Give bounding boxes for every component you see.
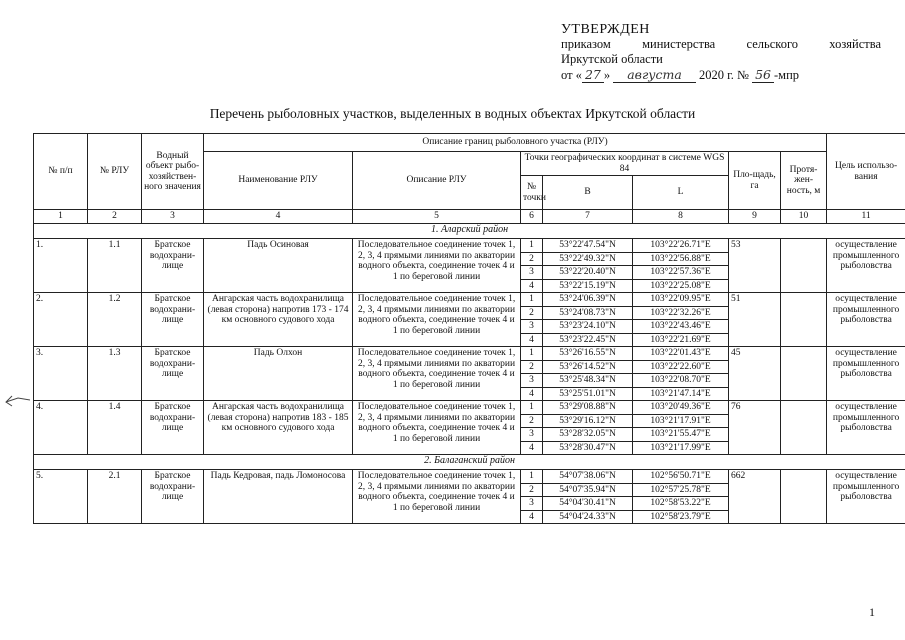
approval-number: 56 [752, 67, 774, 83]
cell-purpose: осуществление промышленного рыболовства [827, 347, 905, 401]
cell-coord-l: 102°57'25.78"E [633, 483, 729, 497]
cell-point-no: 3 [521, 266, 543, 280]
cell-coord-l: 103°21'17.99"E [633, 441, 729, 455]
section-row [34, 224, 905, 239]
fishing-areas-table [33, 133, 905, 524]
approval-month: августа [613, 67, 696, 83]
header-area: Пло-щадь, га [729, 152, 781, 210]
cell-coord-l: 102°56'50.71"E [633, 470, 729, 484]
section-title: 1. Аларский район [34, 224, 905, 239]
cell-length [781, 470, 827, 524]
column-number: 1 [34, 210, 88, 224]
approval-word: хозяйства [829, 37, 881, 51]
cell-point-no: 3 [521, 374, 543, 388]
cell-coord-b: 53°25'51.01"N [543, 387, 633, 401]
cell-name: Ангарская часть водохранилища (левая сторона) напротив 173 - 174 км основного судового хода [204, 293, 353, 347]
cell-coord-l: 103°22'08.70"E [633, 374, 729, 388]
page-number: 1 [869, 605, 875, 619]
cell-name: Ангарская часть водохранилища (левая сторона) напротив 183 - 185 км основного судового хода [204, 401, 353, 455]
approval-word: сельского [746, 37, 799, 51]
table-row [34, 293, 905, 307]
approval-word: приказом [561, 37, 611, 51]
cell-coord-b: 53°23'22.45"N [543, 333, 633, 347]
section-row [34, 455, 905, 470]
table-row [34, 347, 905, 361]
column-numbers-row [34, 210, 905, 224]
approval-day: 27 [582, 67, 604, 83]
cell-coord-l: 103°22'32.26"E [633, 306, 729, 320]
cell-area: 45 [729, 347, 781, 401]
cell-description: Последовательное соединение точек 1, 2, 3, 4 прямыми линиями по акватории водного объекта, соединение точек 4 и 1 по береговой линии [353, 401, 521, 455]
approval-suffix: -мпр [774, 68, 800, 82]
approval-region: Иркутской области [561, 52, 663, 66]
cell-num: 2. [34, 293, 88, 347]
cell-coord-b: 53°26'16.55"N [543, 347, 633, 361]
header-desc-group: Описание границ рыболовного участка (РЛУ) [204, 134, 827, 152]
cell-length [781, 401, 827, 455]
approval-block [561, 22, 881, 83]
cell-coord-l: 103°20'49.36"E [633, 401, 729, 415]
cell-name: Падь Осиновая [204, 239, 353, 293]
cell-coord-b: 53°23'24.10"N [543, 320, 633, 334]
cell-length [781, 239, 827, 293]
cell-point-no: 4 [521, 333, 543, 347]
cell-coord-b: 53°28'30.47"N [543, 441, 633, 455]
cell-coord-b: 53°22'20.40"N [543, 266, 633, 280]
cell-water: Братское водохрани-лище [142, 293, 204, 347]
cell-num: 5. [34, 470, 88, 524]
cell-coord-b: 54°07'38.06"N [543, 470, 633, 484]
cell-point-no: 2 [521, 252, 543, 266]
cell-length [781, 293, 827, 347]
cell-point-no: 4 [521, 441, 543, 455]
cell-rlu: 1.2 [88, 293, 142, 347]
cell-coord-b: 54°04'24.33"N [543, 510, 633, 524]
cell-rlu: 1.3 [88, 347, 142, 401]
cell-description: Последовательное соединение точек 1, 2, 3, 4 прямыми линиями по акватории водного объекта, соединение точек 4 и 1 по береговой линии [353, 347, 521, 401]
cell-name: Падь Кедровая, падь Ломоносова [204, 470, 353, 524]
cell-length [781, 347, 827, 401]
column-number: 3 [142, 210, 204, 224]
cell-coord-l: 103°22'26.71"E [633, 239, 729, 253]
cell-rlu: 2.1 [88, 470, 142, 524]
cell-coord-l: 103°22'25.08"E [633, 279, 729, 293]
header-rlu: № РЛУ [88, 134, 142, 210]
cell-coord-l: 102°58'23.79"E [633, 510, 729, 524]
section-title: 2. Балаганский район [34, 455, 905, 470]
column-number: 7 [543, 210, 633, 224]
cell-coord-b: 53°25'48.34"N [543, 374, 633, 388]
cell-coord-l: 103°22'43.46"E [633, 320, 729, 334]
table-row [34, 401, 905, 415]
cell-point-no: 2 [521, 483, 543, 497]
cell-description: Последовательное соединение точек 1, 2, 3, 4 прямыми линиями по акватории водного объекта, соединение точек 4 и 1 по береговой линии [353, 239, 521, 293]
cell-point-no: 3 [521, 428, 543, 442]
cell-water: Братское водохрани-лище [142, 239, 204, 293]
approval-sep: » [603, 68, 611, 82]
header-points-group: Точки географических координат в системе WGS 84 [521, 152, 729, 176]
cell-num: 3. [34, 347, 88, 401]
cell-coord-l: 103°22'09.95"E [633, 293, 729, 307]
column-number: 10 [781, 210, 827, 224]
cell-point-no: 4 [521, 387, 543, 401]
cell-coord-l: 103°22'21.69"E [633, 333, 729, 347]
cell-water: Братское водохрани-лище [142, 470, 204, 524]
cell-point-no: 2 [521, 414, 543, 428]
cell-coord-l: 103°22'57.36"E [633, 266, 729, 280]
cell-coord-l: 103°21'47.14"E [633, 387, 729, 401]
approval-date-line [561, 67, 881, 83]
cell-coord-b: 53°22'47.54"N [543, 239, 633, 253]
cell-coord-l: 103°22'22.60"E [633, 360, 729, 374]
header-water: Водный объект рыбо-хозяйствен-ного значения [142, 134, 204, 210]
header-b: B [543, 176, 633, 210]
cell-rlu: 1.1 [88, 239, 142, 293]
cell-point-no: 1 [521, 470, 543, 484]
header-pt-no: № точки [521, 176, 543, 210]
header-name: Наименование РЛУ [204, 152, 353, 210]
table-body [34, 224, 905, 524]
cell-num: 4. [34, 401, 88, 455]
cell-point-no: 1 [521, 347, 543, 361]
cell-water: Братское водохрани-лище [142, 401, 204, 455]
approval-from: от « [561, 68, 582, 82]
cell-point-no: 2 [521, 360, 543, 374]
cell-area: 51 [729, 293, 781, 347]
column-number: 2 [88, 210, 142, 224]
cell-description: Последовательное соединение точек 1, 2, 3, 4 прямыми линиями по акватории водного объекта, соединение точек 4 и 1 по береговой линии [353, 470, 521, 524]
approval-word: министерства [642, 37, 716, 51]
document-title: Перечень рыболовных участков, выделенных в водных объектах Иркутской области [209, 106, 696, 121]
header-description: Описание РЛУ [353, 152, 521, 210]
approval-line2 [561, 37, 881, 52]
cell-purpose: осуществление промышленного рыболовства [827, 401, 905, 455]
cell-water: Братское водохрани-лище [142, 347, 204, 401]
cell-point-no: 4 [521, 510, 543, 524]
cell-description: Последовательное соединение точек 1, 2, 3, 4 прямыми линиями по акватории водного объекта, соединение точек 4 и 1 по береговой линии [353, 293, 521, 347]
cell-point-no: 2 [521, 306, 543, 320]
cell-point-no: 1 [521, 239, 543, 253]
cell-point-no: 4 [521, 279, 543, 293]
column-number: 5 [353, 210, 521, 224]
cell-name: Падь Олхон [204, 347, 353, 401]
cell-coord-b: 53°22'15.19"N [543, 279, 633, 293]
cell-point-no: 1 [521, 293, 543, 307]
header-l: L [633, 176, 729, 210]
column-number: 4 [204, 210, 353, 224]
header-num: № п/п [34, 134, 88, 210]
cell-coord-b: 53°28'32.05"N [543, 428, 633, 442]
cell-purpose: осуществление промышленного рыболовства [827, 293, 905, 347]
cell-coord-b: 54°07'35.94"N [543, 483, 633, 497]
column-number: 11 [827, 210, 905, 224]
table-row [34, 470, 905, 484]
header-length: Протя-жен-ность, м [781, 152, 827, 210]
cell-rlu: 1.4 [88, 401, 142, 455]
cell-point-no: 3 [521, 497, 543, 511]
cell-coord-l: 103°21'55.47"E [633, 428, 729, 442]
table-row [34, 239, 905, 253]
cell-coord-b: 53°22'49.32"N [543, 252, 633, 266]
cell-coord-b: 53°24'08.73"N [543, 306, 633, 320]
column-number: 6 [521, 210, 543, 224]
cell-purpose: осуществление промышленного рыболовства [827, 239, 905, 293]
cell-purpose: осуществление промышленного рыболовства [827, 470, 905, 524]
handwritten-arrow-mark [4, 392, 34, 413]
cell-coord-l: 102°58'53.22"E [633, 497, 729, 511]
cell-area: 76 [729, 401, 781, 455]
cell-coord-b: 53°26'14.52"N [543, 360, 633, 374]
approval-year: 2020 г. № [698, 68, 749, 82]
cell-coord-b: 53°29'16.12"N [543, 414, 633, 428]
cell-area: 53 [729, 239, 781, 293]
cell-coord-l: 103°21'17.91"E [633, 414, 729, 428]
cell-coord-b: 54°04'30.41"N [543, 497, 633, 511]
cell-coord-b: 53°29'08.88"N [543, 401, 633, 415]
column-number: 8 [633, 210, 729, 224]
cell-coord-l: 103°22'56.88"E [633, 252, 729, 266]
cell-coord-l: 103°22'01.43"E [633, 347, 729, 361]
cell-coord-b: 53°24'06.39"N [543, 293, 633, 307]
cell-point-no: 1 [521, 401, 543, 415]
cell-area: 662 [729, 470, 781, 524]
column-number: 9 [729, 210, 781, 224]
cell-point-no: 3 [521, 320, 543, 334]
cell-num: 1. [34, 239, 88, 293]
approval-heading: УТВЕРЖДЕН [561, 22, 650, 37]
header-purpose: Цель использо-вания [827, 134, 905, 210]
